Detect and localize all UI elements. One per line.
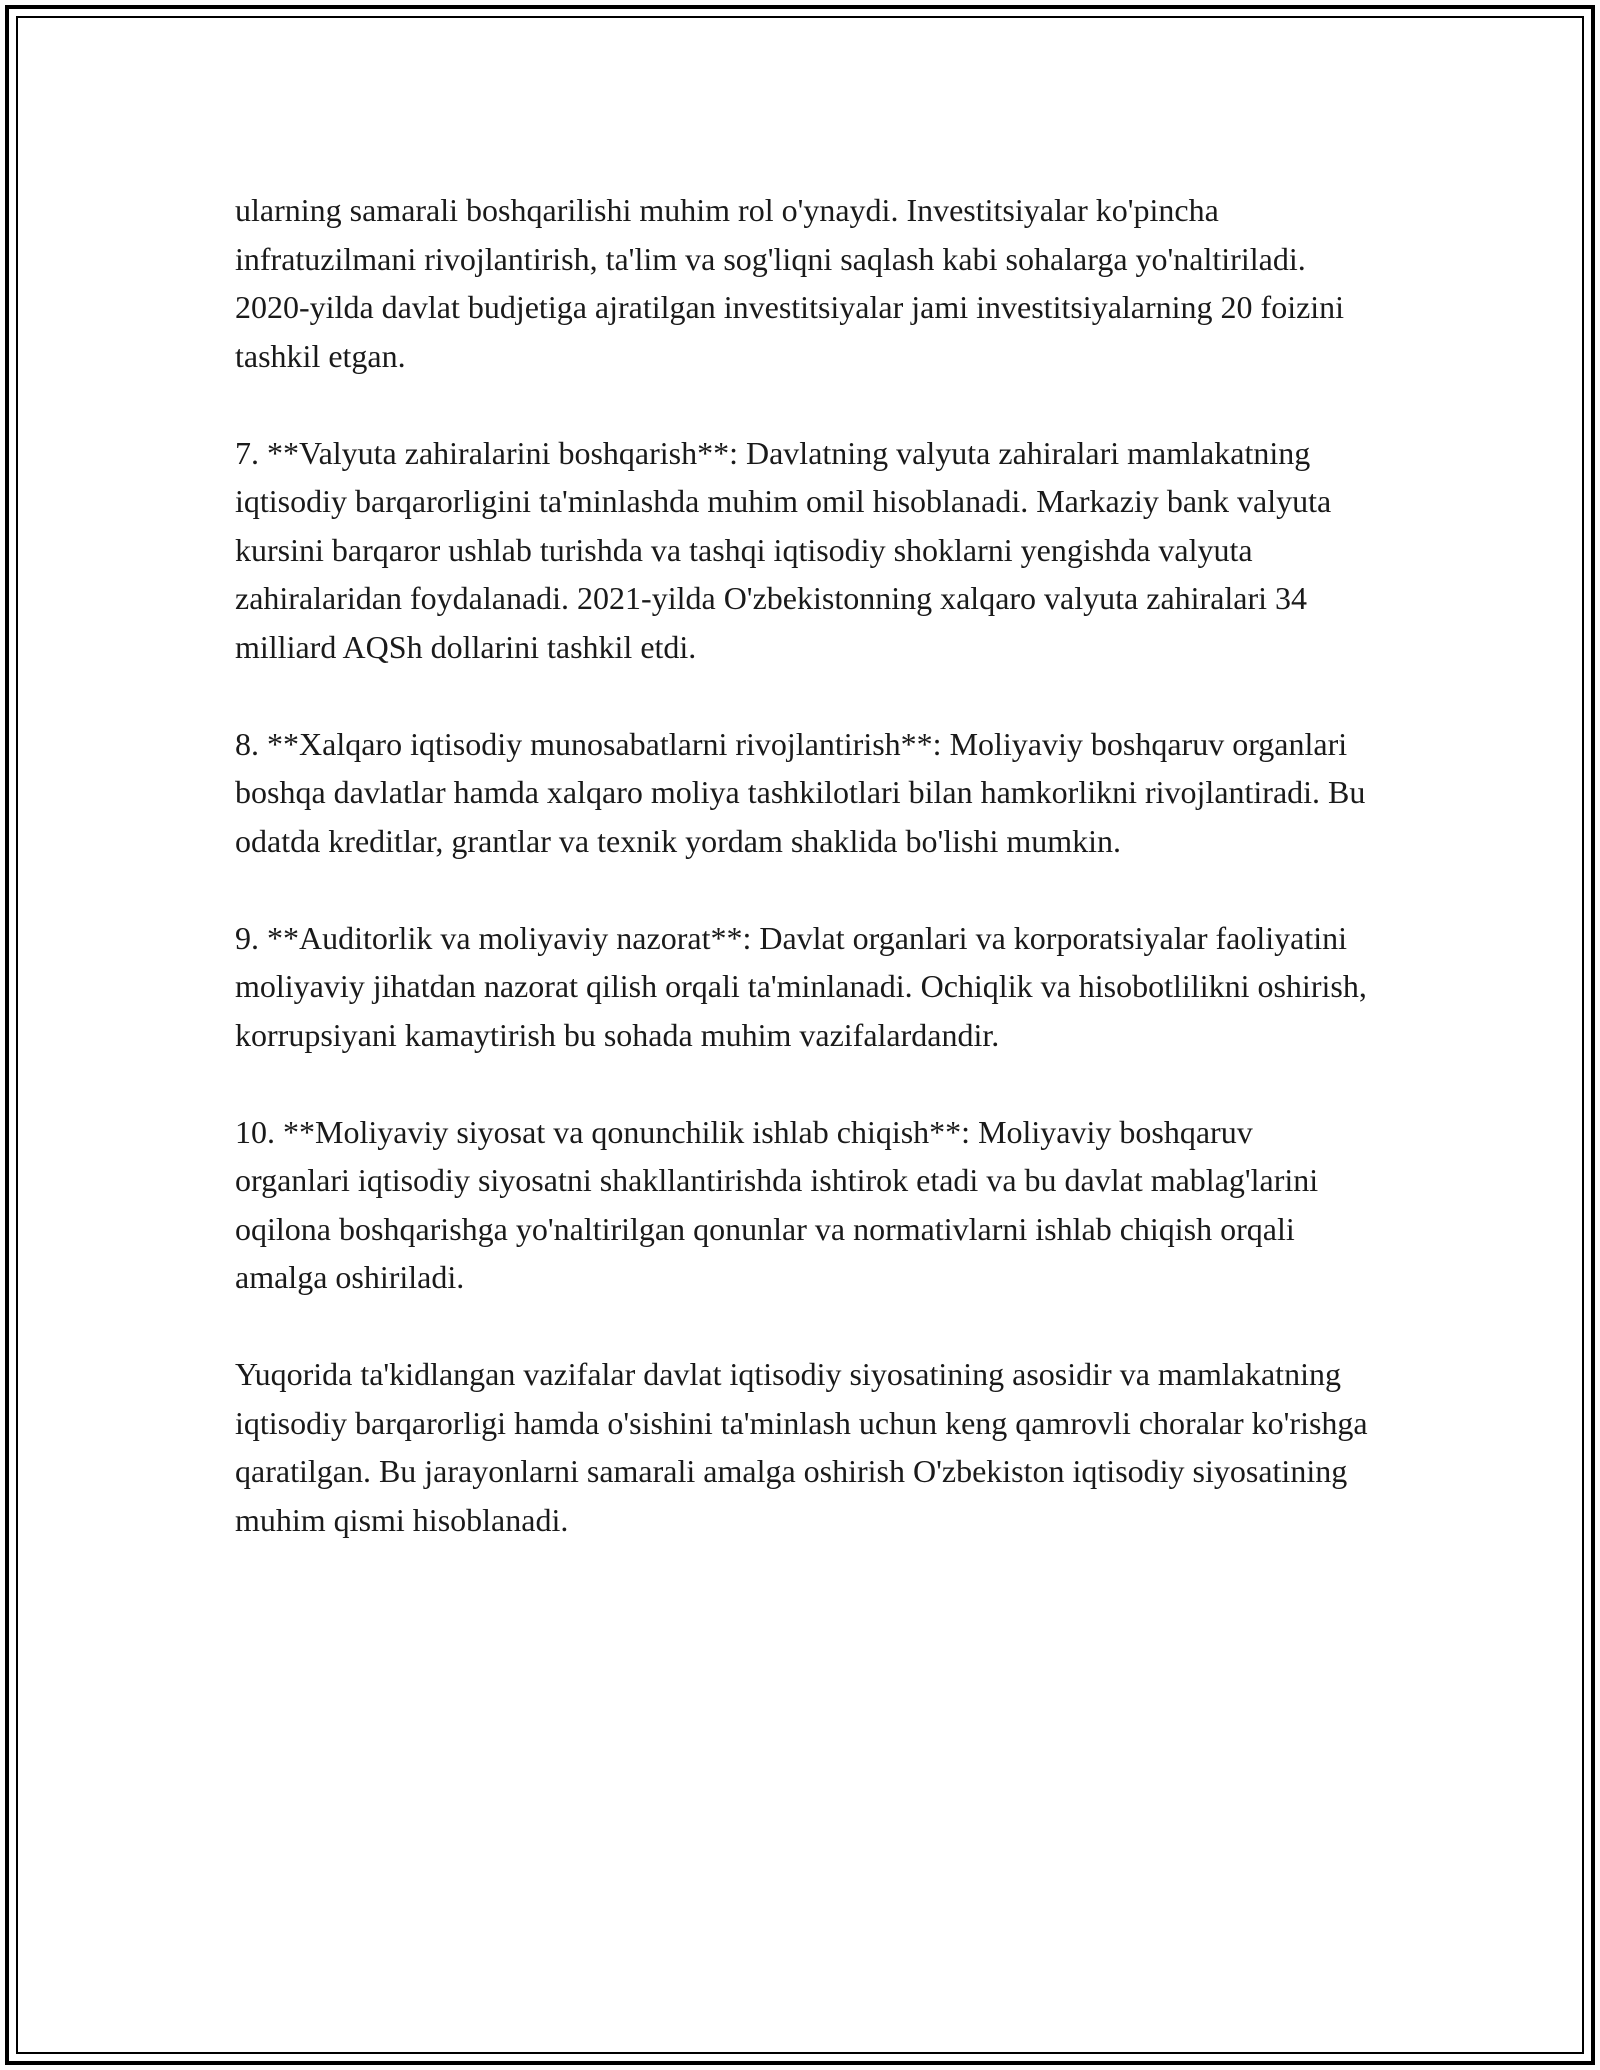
- paragraph-investments-continued: ularning samarali boshqarilishi muhim rol o'ynaydi. Investitsiyalar ko'pincha infratuzilmani rivojlantirish, ta'lim va sog'liqni saqlash kabi sohalarga yo'naltiriladi. 2020-yilda davlat budjetiga ajratilgan investitsiyalar jami investitsiyalarning 20 foizini tashkil etgan.: [235, 192, 1345, 374]
- paragraph-audit-control: 9. **Auditorlik va moliyaviy nazorat**: Davlat organlari va korporatsiyalar faoliyatini moliyaviy jihatdan nazorat qilish orqali ta'minlanadi. Ochiqlik va hisobotlilikni oshirish, korrupsiyani kamaytirish bu sohada muhim vazifalardandir.: [235, 919, 1367, 1053]
- paragraph-conclusion: Yuqorida ta'kidlangan vazifalar davlat iqtisodiy siyosatining asosidir va mamlakatning iqtisodiy barqarorligi hamda o'sishini ta'minlash uchun keng qamrovli choralar ko'rishga qaratilgan. Bu jarayonlarni samarali amalga oshirish O'zbekiston iqtisodiy siyosatining muhim qismi hisoblanadi.: [235, 1356, 1368, 1538]
- paragraph-policy-legislation: 10. **Moliyaviy siyosat va qonunchilik ishlab chiqish**: Moliyaviy boshqaruv organlari iqtisodiy siyosatni shakllantirishda ishtirok etadi va bu davlat mablag'larini oqilona boshqarishga yo'naltirilgan qonunlar va normativlarni ishlab chiqish orqali amalga oshiriladi.: [235, 1113, 1319, 1295]
- paragraph-international-relations: 8. **Xalqaro iqtisodiy munosabatlarni rivojlantirish**: Moliyaviy boshqaruv organlari boshqa davlatlar hamda xalqaro moliya tashkilotlari bilan hamkorlikni rivojlantiradi. Bu odatda kreditlar, grantlar va texnik yordam shaklida bo'lishi mumkin.: [235, 725, 1366, 859]
- paragraph-currency-reserves: 7. **Valyuta zahiralarini boshqarish**: Davlatning valyuta zahiralari mamlakatning iqtisodiy barqarorligini ta'minlashda muhim omil hisoblanadi. Markaziy bank valyuta kursini barqaror ushlab turishda va tashqi iqtisodiy shoklarni yengishda valyuta zahiralaridan foydalanadi. 2021-yilda O'zbekistonning xalqaro valyuta zahiralari 34 milliard AQSh dollarini tashkil etdi.: [235, 434, 1332, 665]
- document-body: [235, 186, 1375, 1593]
